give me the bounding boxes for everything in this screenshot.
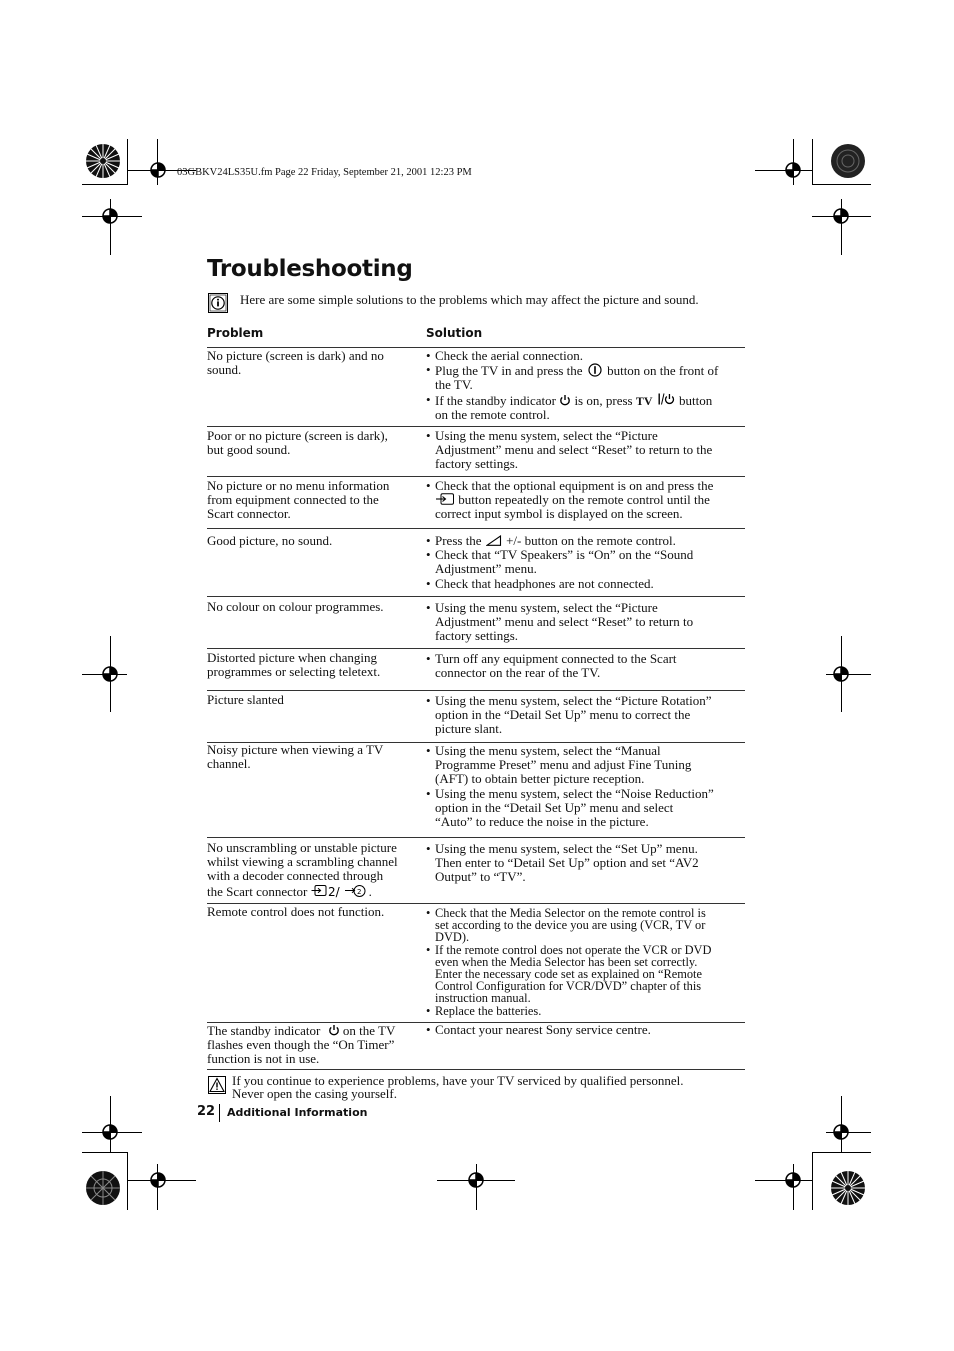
list-item: • Using the menu system, select the “Set Up” menu. Then enter to “Detail Set Up” option and set “AV2 Output” to “TV”.	[426, 841, 699, 885]
list-item: • Using the menu system, select the “Manual Programme Preset” menu and adjust Fine Tuning (AFT) to obtain better picture reception.	[426, 743, 692, 787]
list-item: • Replace the batteries.	[426, 1003, 542, 1018]
registration-mark-icon	[783, 1170, 803, 1190]
warning-text: If you continue to experience problems, have your TV serviced by qualified personnel. Never open the casing yourself.	[232, 1073, 684, 1101]
registration-mark-icon	[100, 664, 120, 684]
table-row-solution	[426, 601, 746, 644]
footer-divider	[219, 1104, 220, 1122]
table-row-problem: Remote control does not function.	[207, 904, 385, 919]
list-item: • Using the menu system, select the “Picture Adjustment” menu and select “Reset” to return to factory settings.	[426, 600, 694, 644]
registration-mark-icon	[100, 1122, 120, 1142]
page-number: 22	[197, 1104, 216, 1119]
power-button-icon	[588, 363, 602, 377]
table-row-solution	[426, 907, 746, 1017]
table-row-solution	[426, 652, 746, 680]
sunburst-target-icon	[85, 1170, 121, 1206]
column-header-problem: Problem	[207, 326, 264, 340]
registration-mark-icon	[783, 160, 803, 180]
registration-mark-icon	[831, 206, 851, 226]
scart-icon	[311, 884, 369, 898]
sunburst-target-icon	[830, 143, 866, 179]
input-icon	[435, 493, 455, 505]
table-row-solution	[426, 349, 746, 422]
list-item: • Check that headphones are not connected.	[426, 575, 654, 591]
table-row-problem: No unscrambling or unstable picture whilst viewing a scrambling channel with a decoder connected through the Scart connector 2/ 2 .	[207, 840, 398, 899]
list-item: • Using the menu system, select the “Picture Adjustment” menu and select “Reset” to return to the factory settings.	[426, 428, 713, 472]
column-header-solution: Solution	[426, 326, 483, 340]
table-row-problem: Picture slanted	[207, 692, 284, 707]
list-item: • Check that “TV Speakers” is “On” on the “Sound Adjustment” menu.	[426, 547, 694, 577]
list-item: • If the remote control does not operate the VCR or DVD even when the Media Selector has been set correctly. Enter the necessary code set as explained on “Remote Control Configuration for VCR/DVD” chapter of this instruction manual.	[426, 942, 712, 1006]
file-header: 03GBKV24LS35U.fm Page 22 Friday, September 21, 2001 12:23 PM	[177, 167, 472, 178]
table-row-problem: Distorted picture when changing programmes or selecting teletext.	[207, 650, 381, 680]
registration-mark-icon	[466, 1170, 486, 1190]
table-row-problem: No colour on colour programmes.	[207, 599, 384, 614]
list-item: • Using the menu system, select the “Picture Rotation” option in the “Detail Set Up” menu to correct the picture slant.	[426, 693, 712, 737]
table-row-problem: Noisy picture when viewing a TV channel.	[207, 742, 384, 772]
table-row-solution	[426, 479, 746, 522]
list-item: • Contact your nearest Sony service centre.	[426, 1022, 651, 1037]
table-row-problem: Good picture, no sound.	[207, 533, 333, 548]
warning-icon	[208, 1076, 226, 1094]
sunburst-target-icon	[85, 143, 121, 179]
standby-icon	[559, 394, 571, 406]
registration-mark-icon	[100, 206, 120, 226]
list-item: • Check that the Media Selector on the remote control is set according to the device you are using (VCR, TV or DVD).	[426, 906, 706, 945]
registration-mark-icon	[831, 1122, 851, 1142]
list-item: • Turn off any equipment connected to the Scart connector on the rear of the TV.	[426, 651, 677, 681]
table-row-problem: No picture (screen is dark) and no sound.	[207, 348, 384, 378]
table-row-solution	[426, 744, 746, 829]
table-row-solution	[426, 534, 746, 591]
section-name: Additional Information	[227, 1106, 368, 1119]
list-item: • Plug the TV in and press the button on the front of the TV.	[426, 362, 719, 393]
table-row-solution	[426, 842, 746, 885]
table-row-solution	[426, 694, 746, 737]
registration-mark-icon	[831, 664, 851, 684]
list-item: • If the standby indicator is on, press TV button on the remote control.	[426, 391, 713, 422]
svg-text:2: 2	[356, 887, 362, 896]
table-row-solution	[426, 429, 746, 472]
page-title: Troubleshooting	[207, 256, 413, 282]
table-row-problem: The standby indicator on the TV flashes even though the “On Timer” function is not in use.	[207, 1023, 396, 1067]
sunburst-target-icon	[830, 1170, 866, 1206]
list-item: • Check that the optional equipment is on and press the button repeatedly on the remote control until the correct input symbol is displayed on the screen.	[426, 478, 714, 522]
table-row-problem: Poor or no picture (screen is dark), but good sound.	[207, 428, 388, 458]
svg-text:2/: 2/	[327, 884, 340, 898]
tv-standby-icon	[658, 393, 676, 406]
table-row-problem: No picture or no menu information from equipment connected to the Scart connector.	[207, 478, 390, 522]
list-item: • Using the menu system, select the “Noise Reduction” option in the “Detail Set Up” menu and select “Auto” to reduce the noise in the picture.	[426, 785, 714, 830]
list-item: • Press the +/- button on the remote control.	[426, 533, 676, 548]
list-item: • Check the aerial connection.	[426, 348, 583, 363]
volume-icon	[486, 535, 502, 546]
info-icon	[208, 293, 228, 313]
registration-mark-icon	[148, 1170, 168, 1190]
intro-text: Here are some simple solutions to the problems which may affect the picture and sound.	[240, 292, 699, 307]
table-row-solution	[426, 1023, 746, 1037]
standby-icon	[328, 1024, 340, 1036]
registration-mark-icon	[148, 160, 168, 180]
